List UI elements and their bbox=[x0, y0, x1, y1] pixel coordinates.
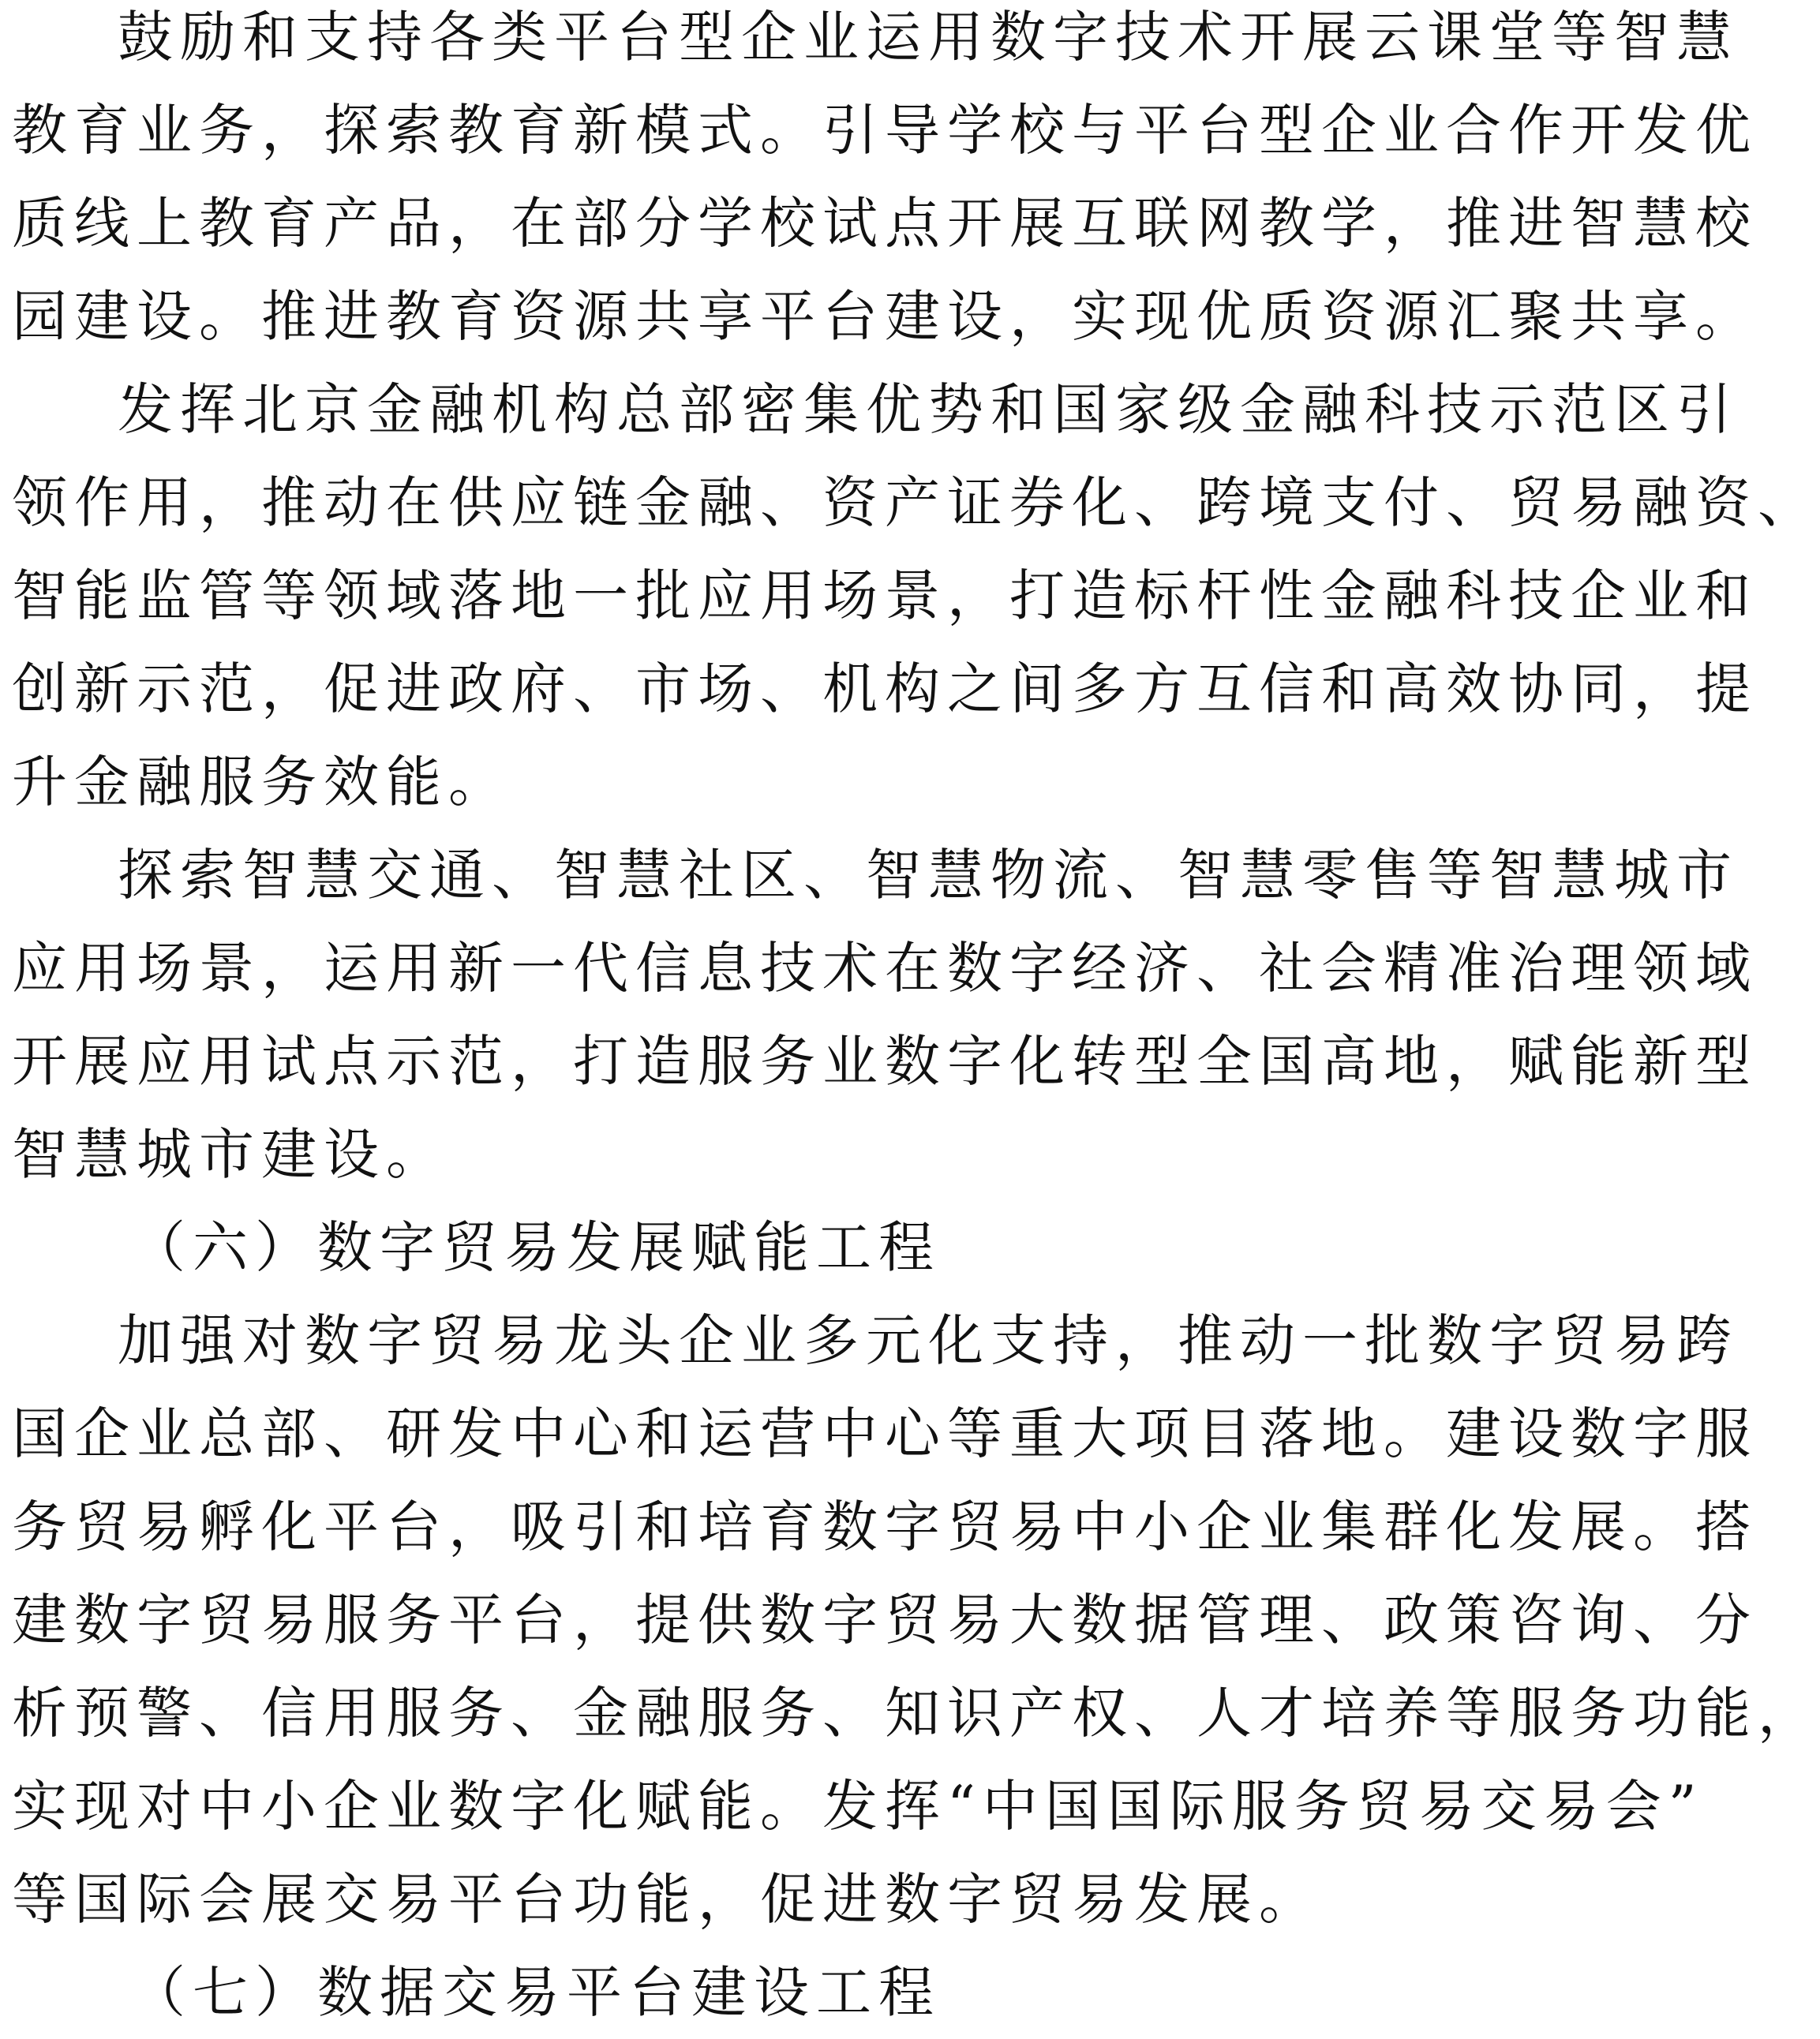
text-line: 应用场景，运用新一代信息技术在数字经济、社会精准治理领域 bbox=[12, 936, 1758, 1001]
text-line: 创新示范，促进政府、市场、机构之间多方互信和高效协同，提 bbox=[12, 657, 1758, 721]
section-heading: （六）数字贸易发展赋能工程 bbox=[130, 1215, 941, 1280]
text-line: 园建设。推进教育资源共享平台建设，实现优质资源汇聚共享。 bbox=[12, 284, 1758, 349]
text-line: 发挥北京金融机构总部密集优势和国家级金融科技示范区引 bbox=[118, 377, 1739, 442]
text-line: 务贸易孵化平台，吸引和培育数字贸易中小企业集群化发展。搭 bbox=[12, 1495, 1758, 1559]
paragraph-smart-education bbox=[12, 0, 1758, 363]
text-line: 教育业务，探索教育新模式。引导学校与平台型企业合作开发优 bbox=[12, 98, 1758, 163]
section-heading-6 bbox=[12, 1201, 1523, 1294]
text-line: 析预警、信用服务、金融服务、知识产权、人才培养等服务功能， bbox=[12, 1681, 1820, 1745]
section-heading: （七）数据交易平台建设工程 bbox=[130, 1960, 941, 2025]
section-heading-7 bbox=[12, 1946, 1523, 2039]
text-line: 实现对中小企业数字化赋能。发挥“中国国际服务贸易交易会” bbox=[12, 1774, 1704, 1839]
text-line: 领作用，推动在供应链金融、资产证券化、跨境支付、贸易融资、 bbox=[12, 470, 1820, 535]
text-line: 智能监管等领域落地一批应用场景，打造标杆性金融科技企业和 bbox=[12, 563, 1758, 628]
text-line: 智慧城市建设。 bbox=[12, 1122, 448, 1187]
paragraph-digital-trade bbox=[12, 1294, 1820, 1946]
text-line: 探索智慧交通、智慧社区、智慧物流、智慧零售等智慧城市 bbox=[118, 843, 1739, 907]
text-line: 鼓励和支持各类平台型企业运用数字技术开展云课堂等智慧 bbox=[118, 5, 1739, 69]
document-page bbox=[12, 0, 1820, 2039]
text-line: 建数字贸易服务平台，提供数字贸易大数据管理、政策咨询、分 bbox=[12, 1588, 1758, 1652]
paragraph-fintech bbox=[12, 363, 1820, 829]
text-line: 升金融服务效能。 bbox=[12, 750, 511, 814]
text-line: 开展应用试点示范，打造服务业数字化转型全国高地，赋能新型 bbox=[12, 1029, 1758, 1094]
text-line: 等国际会展交易平台功能，促进数字贸易发展。 bbox=[12, 1867, 1321, 1932]
text-line: 国企业总部、研发中心和运营中心等重大项目落地。建设数字服 bbox=[12, 1401, 1758, 1466]
text-line: 质线上教育产品，在部分学校试点开展互联网教学，推进智慧校 bbox=[12, 191, 1758, 256]
text-line: 加强对数字贸易龙头企业多元化支持，推动一批数字贸易跨 bbox=[118, 1308, 1739, 1373]
paragraph-smart-city bbox=[12, 829, 1758, 1201]
